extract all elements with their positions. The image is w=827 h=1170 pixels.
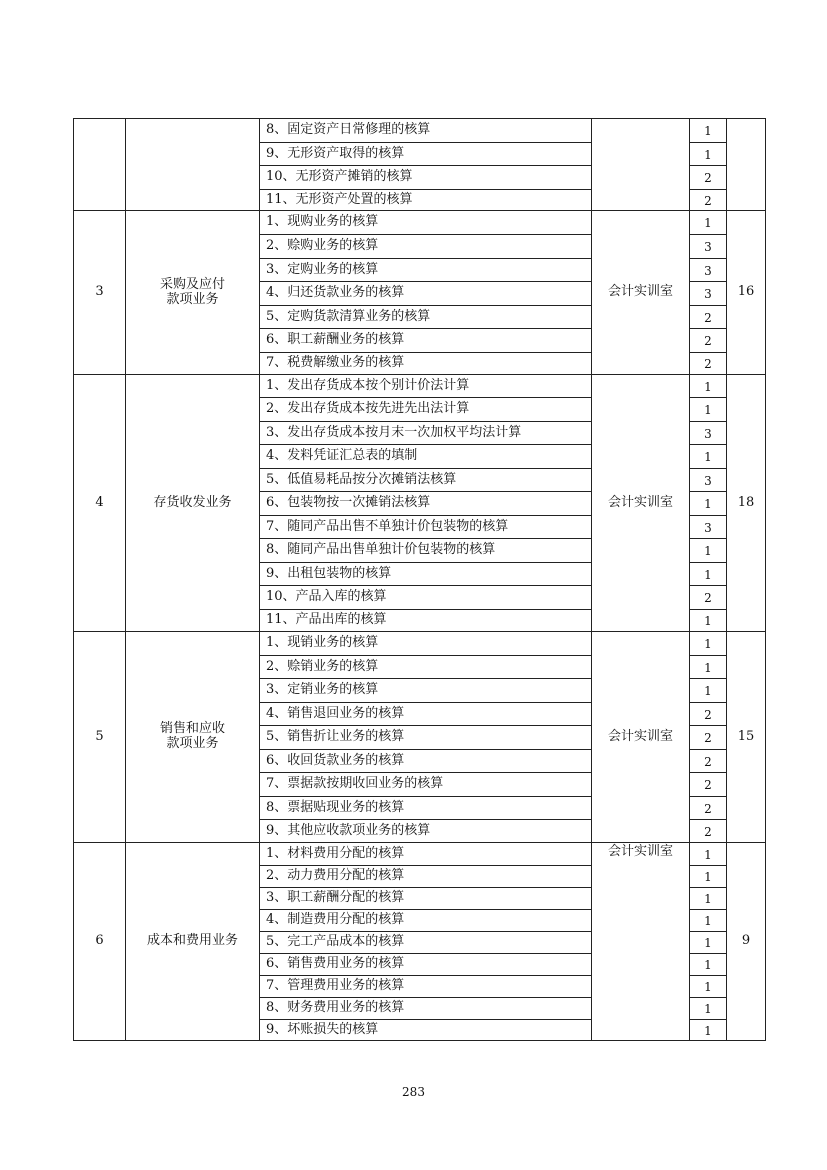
training-room: 会计实训室 [592,632,690,843]
task-hours: 2 [690,773,727,797]
task-hours: 3 [690,469,727,492]
task-hours: 1 [690,1020,727,1041]
task-item: 6、职工薪酬业务的核算 [260,329,592,353]
task-item: 6、收回货款业务的核算 [260,750,592,773]
task-item: 6、销售费用业务的核算 [260,954,592,976]
project-name [126,632,260,843]
project-name [126,375,260,632]
task-item: 2、发出存货成本按先进先出法计算 [260,398,592,422]
task-item: 8、票据贴现业务的核算 [260,797,592,820]
task-hours: 2 [690,797,727,820]
task-hours: 1 [690,563,727,586]
project-name-line: 销售和应收 [159,721,225,737]
table-body [74,119,766,1041]
project-name [126,119,260,211]
task-item: 4、归还货款业务的核算 [260,282,592,306]
table-row [74,119,766,143]
task-hours: 3 [690,422,727,445]
task-hours: 1 [690,143,727,166]
task-item: 3、职工薪酬分配的核算 [260,888,592,910]
task-item: 1、发出存货成本按个别计价法计算 [260,375,592,398]
task-item: 5、销售折让业务的核算 [260,726,592,750]
project-name [126,211,260,375]
task-item: 7、票据款按期收回业务的核算 [260,773,592,797]
task-hours: 2 [690,586,727,610]
task-hours: 2 [690,750,727,773]
training-room [592,119,690,211]
task-item: 7、管理费用业务的核算 [260,976,592,998]
task-hours: 2 [690,820,727,843]
task-hours: 2 [690,726,727,750]
task-hours: 1 [690,976,727,998]
project-name [126,843,260,1041]
task-hours: 2 [690,190,727,211]
task-item: 3、定购业务的核算 [260,259,592,282]
project-name-line: 款项业务 [166,291,219,307]
task-hours: 1 [690,954,727,976]
group-total-hours [727,119,766,211]
task-hours: 1 [690,610,727,632]
curriculum-table [73,118,766,1041]
task-hours: 1 [690,539,727,563]
task-item: 2、赊购业务的核算 [260,235,592,259]
task-hours: 3 [690,259,727,282]
group-number: 3 [74,211,126,375]
task-hours: 2 [690,166,727,190]
task-hours: 1 [690,932,727,954]
task-item: 5、低值易耗品按分次摊销法核算 [260,469,592,492]
group-number: 6 [74,843,126,1041]
table-row [74,632,766,656]
training-room: 会计实训室 [592,843,690,1041]
task-hours: 1 [690,119,727,143]
task-hours: 3 [690,235,727,259]
task-hours: 1 [690,998,727,1020]
task-item: 11、产品出库的核算 [260,610,592,632]
table-row [74,211,766,235]
task-item: 7、税费解缴业务的核算 [260,353,592,375]
task-item: 9、无形资产取得的核算 [260,143,592,166]
page-number: 283 [402,1085,425,1099]
group-total-hours: 18 [727,375,766,632]
task-hours: 1 [690,398,727,422]
task-item: 8、固定资产日常修理的核算 [260,119,592,143]
group-number: 5 [74,632,126,843]
task-hours: 1 [690,445,727,469]
task-item: 1、材料费用分配的核算 [260,843,592,866]
task-hours: 1 [690,211,727,235]
task-item: 9、坏账损失的核算 [260,1020,592,1041]
group-total-hours: 15 [727,632,766,843]
task-hours: 1 [690,910,727,932]
task-item: 9、其他应收款项业务的核算 [260,820,592,843]
task-item: 5、完工产品成本的核算 [260,932,592,954]
task-hours: 3 [690,282,727,306]
task-item: 8、财务费用业务的核算 [260,998,592,1020]
task-hours: 2 [690,329,727,353]
task-hours: 2 [690,703,727,726]
task-hours: 1 [690,492,727,516]
group-number [74,119,126,211]
project-name-line: 采购及应付 [159,276,225,292]
group-total-hours: 16 [727,211,766,375]
task-hours: 3 [690,516,727,539]
table-row [74,375,766,398]
task-item: 10、无形资产摊销的核算 [260,166,592,190]
task-hours: 1 [690,843,727,866]
task-item: 4、制造费用分配的核算 [260,910,592,932]
task-hours: 2 [690,353,727,375]
task-hours: 1 [690,656,727,679]
task-item: 9、出租包装物的核算 [260,563,592,586]
training-room: 会计实训室 [592,211,690,375]
training-room: 会计实训室 [592,375,690,632]
task-hours: 1 [690,888,727,910]
task-item: 8、随同产品出售单独计价包装物的核算 [260,539,592,563]
task-item: 1、现销业务的核算 [260,632,592,656]
project-name-line: 成本和费用业务 [146,933,238,949]
task-item: 2、动力费用分配的核算 [260,866,592,888]
table-row [74,843,766,866]
task-item: 6、包装物按一次摊销法核算 [260,492,592,516]
task-item: 2、赊销业务的核算 [260,656,592,679]
task-item: 7、随同产品出售不单独计价包装物的核算 [260,516,592,539]
task-hours: 1 [690,375,727,398]
task-hours: 1 [690,679,727,703]
group-total-hours: 9 [727,843,766,1041]
task-hours: 1 [690,632,727,656]
task-hours: 2 [690,306,727,329]
project-name-line: 存货收发业务 [153,494,232,510]
task-item: 5、定购货款清算业务的核算 [260,306,592,329]
project-name-line: 款项业务 [166,736,219,751]
task-item: 10、产品入库的核算 [260,586,592,610]
group-number: 4 [74,375,126,632]
task-item: 1、现购业务的核算 [260,211,592,235]
task-hours: 1 [690,866,727,888]
task-item: 3、发出存货成本按月末一次加权平均法计算 [260,422,592,445]
task-item: 4、发料凭证汇总表的填制 [260,445,592,469]
task-item: 11、无形资产处置的核算 [260,190,592,211]
task-item: 3、定销业务的核算 [260,679,592,703]
task-item: 4、销售退回业务的核算 [260,703,592,726]
